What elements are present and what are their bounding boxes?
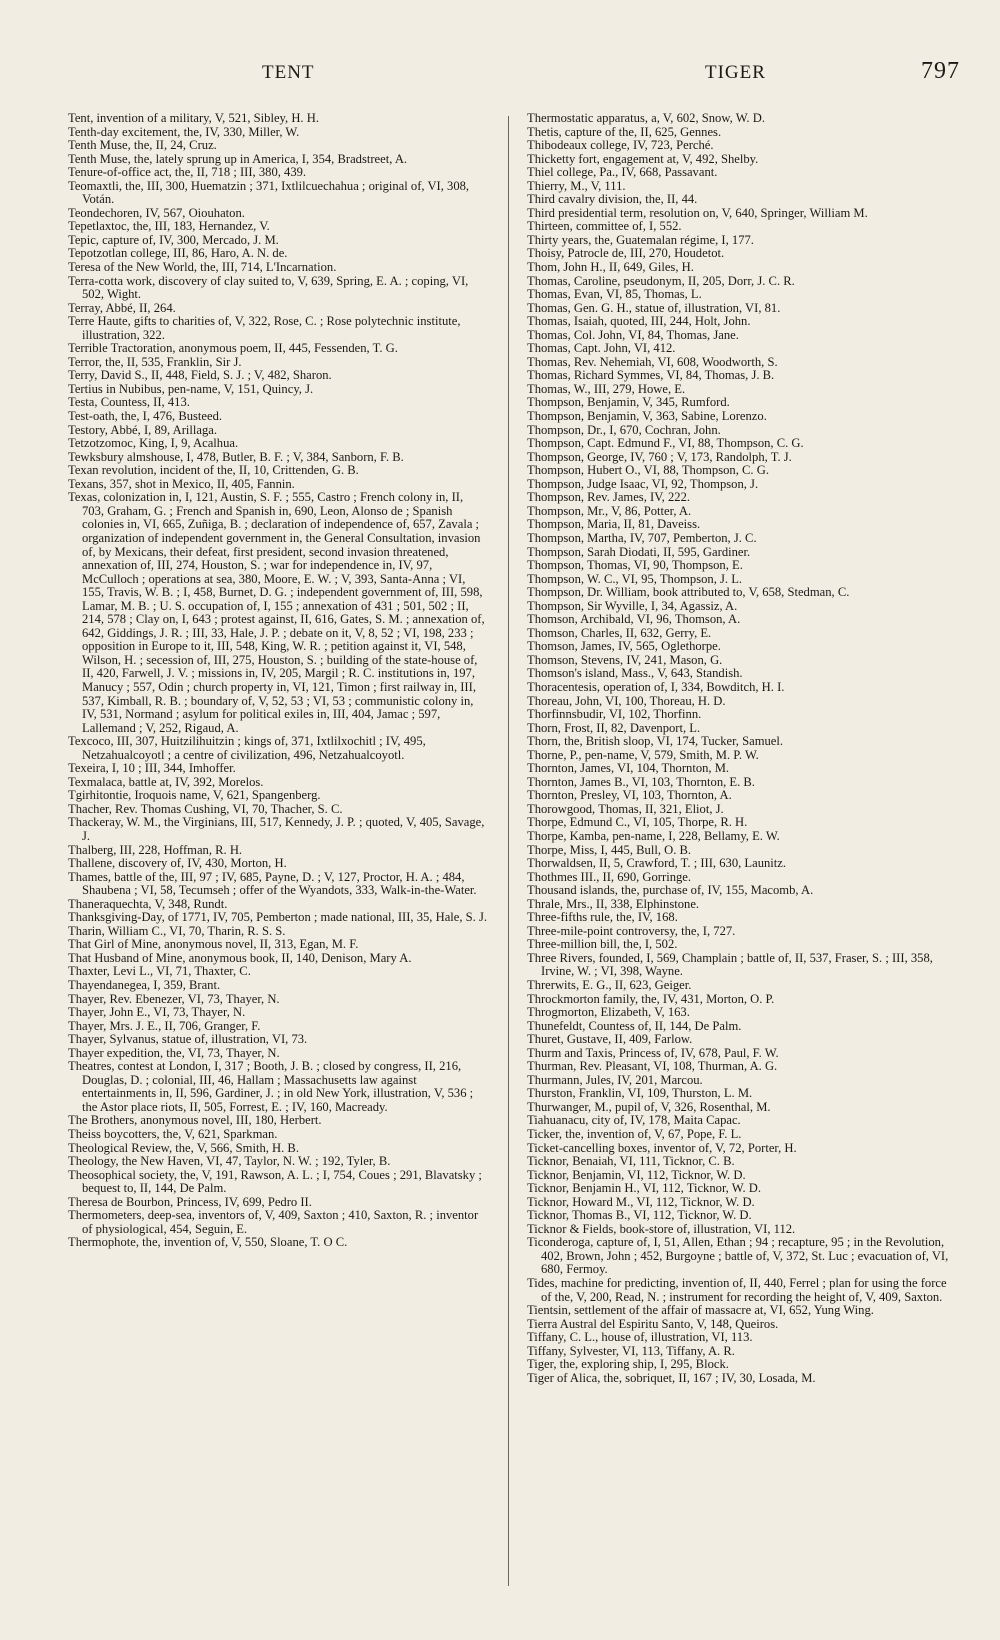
index-entry: Tent, invention of a military, V, 521, Sibley, H. H. [68, 111, 319, 125]
index-entry: Thompson, Capt. Edmund F., VI, 88, Thompson, C. G. [527, 436, 804, 451]
page-number: 797 [921, 58, 960, 84]
index-entry: That Husband of Mine, anonymous book, II, 140, Denison, Mary A. [68, 950, 412, 965]
index-entry: Thomson, Stevens, IV, 241, Mason, G. [527, 652, 723, 667]
index-entry: Texan revolution, incident of the, II, 10, Crittenden, G. B. [68, 463, 359, 478]
index-entry: Texans, 357, shot in Mexico, II, 405, Fannin. [68, 476, 295, 491]
index-entry: Throckmorton family, the, IV, 431, Morton, O. P. [527, 991, 775, 1006]
index-entry: Tharin, William C., VI, 70, Tharin, R. S. S. [68, 923, 286, 938]
index-entry: Thorpe, Miss, I, 445, Bull, O. B. [527, 842, 692, 857]
index-entry: Thurwanger, M., pupil of, V, 326, Rosenthal, M. [527, 1099, 771, 1114]
index-entry: Thompson, Dr., I, 670, Cochran, John. [527, 422, 721, 437]
index-entry: Thomas, Capt. John, VI, 412. [527, 341, 676, 356]
index-entry: Thorpe, Kamba, pen-name, I, 228, Bellamy, E. W. [527, 828, 780, 843]
index-entry: Thames, battle of the, III, 97 ; IV, 685, Payne, D. ; V, 127, Proctor, H. A. ; 484, Shaubena ; VI, 58, Tecumseh ; offer of the Wyandots, 333, Walk-in-the-Water. [68, 869, 477, 898]
index-entry: Thurmann, Jules, IV, 201, Marcou. [527, 1072, 703, 1087]
index-entry: Three-million bill, the, I, 502. [527, 937, 678, 952]
index-entry: Thirteen, committee of, I, 552. [527, 219, 682, 234]
index-entry: Tiahuanacu, city of, IV, 178, Maita Capac. [527, 1113, 741, 1128]
index-column-left [68, 112, 488, 1250]
index-entry: Thompson, W. C., VI, 95, Thompson, J. L. [527, 571, 743, 586]
running-head-left: TENT [262, 62, 315, 83]
index-entry: Thetis, capture of the, II, 625, Gennes. [527, 124, 722, 139]
index-entry: Testory, Abbé, I, 89, Arillaga. [68, 422, 218, 437]
index-entry: Terry, David S., II, 448, Field, S. J. ; V, 482, Sharon. [68, 368, 332, 383]
index-entry: Tierra Austral del Espiritu Santo, V, 148, Queiros. [527, 1316, 779, 1331]
index-entry: Tenth Muse, the, II, 24, Cruz. [68, 138, 217, 153]
index-entry: Tiger, the, exploring ship, I, 295, Block. [527, 1357, 729, 1372]
index-entry: Thornton, James B., VI, 103, Thornton, E. B. [527, 774, 755, 789]
index-entry: Thoisy, Patrocle de, III, 270, Houdetot. [527, 246, 725, 261]
index-entry: Thayer, John E., VI, 73, Thayer, N. [68, 1005, 246, 1020]
index-entry: Teresa of the New World, the, III, 714, L'Incarnation. [68, 260, 337, 275]
index-entry: Texeira, I, 10 ; III, 344, Imhoffer. [68, 761, 236, 776]
index-entry: Tgirhitontie, Iroquois name, V, 621, Spangenberg. [68, 788, 321, 803]
index-entry: Thomas, Isaiah, quoted, III, 244, Holt, John. [527, 314, 751, 329]
index-entry: Tiffany, C. L., house of, illustration, VI, 113. [527, 1330, 753, 1345]
index-entry: Thompson, George, IV, 760 ; V, 173, Randolph, T. J. [527, 449, 792, 464]
index-entry: Thompson, Sir Wyville, I, 34, Agassiz, A. [527, 598, 738, 613]
index-entry: Texas, colonization in, I, 121, Austin, S. F. ; 555, Castro ; French colony in, II, 703, Graham, G. ; French and Spanish in, 690, Leon, Alonso de ; Spanish colonies in, VI, 665, Zuñiga, B. ; declaration of independence of, 657, Zavala ; organization of independent government in, the General Consultation, invasion of, by Mexicans, their defeat, first president, second invasion threatened, annexation of, III, 274, Houston, S. ; war for independence in, IV, 97, McCulloch ; operations at sea, 380, Moore, E. W. ; V, 393, Santa-Anna ; VI, 155, Travis, W. B. ; I, 458, Burnet, D. G. ; independent government of, III, 598, Lamar, M. B. ; U. S. occupation of, I, 155 ; annexation of 431 ; 501, 502 ; II, 214, 578 ; Clay on, I, 643 ; protest against, II, 616, Gates, S. M. ; annexation of, 642, Giddings, J. R. ; III, 33, Hale, J. P. ; debate on it, V, 8, 52 ; VI, 198, 233 ; opposition in Europe to it, III, 548, King, W. R. ; petition against it, VI, 548, Wilson, H. ; secession of, III, 275, Houston, S. ; building of the state-house of, II, 420, Farwell, J. V. ; missions in, IV, 205, Margil ; R. C. institutions in, 197, Manucy ; 557, Odin ; church property in, VI, 121, Timon ; first railway in, III, 537, Kimball, R. B. ; boundary of, V, 52, 53 ; VI, 53 ; communistic colony in, IV, 531, Normand ; asylum for political exiles in, III, 404, Jamac ; 597, Lallemand ; V, 252, Rigaud, A. [68, 490, 485, 735]
index-entry: Thorne, P., pen-name, V, 579, Smith, M. P. W. [527, 747, 759, 762]
index-entry: Tiffany, Sylvester, VI, 113, Tiffany, A. R. [527, 1343, 735, 1358]
index-entry: Thompson, Benjamin, V, 345, Rumford. [527, 395, 730, 410]
index-entry: Ticknor, Benaiah, VI, 111, Ticknor, C. B. [527, 1154, 735, 1169]
index-entry: Thomson, Charles, II, 632, Gerry, E. [527, 625, 712, 640]
index-entry: Tepotzotlan college, III, 86, Haro, A. N. de. [68, 246, 288, 261]
index-entry: Thoracentesis, operation of, I, 334, Bowditch, H. I. [527, 679, 785, 694]
index-entry: Thurm and Taxis, Princess of, IV, 678, Paul, F. W. [527, 1045, 779, 1060]
index-entry: Thibodeaux college, IV, 723, Perché. [527, 138, 714, 153]
index-entry: Thomas, Evan, VI, 85, Thomas, L. [527, 287, 702, 302]
index-entry: Test-oath, the, I, 476, Busteed. [68, 409, 223, 424]
index-entry: Thorfinnsbudir, VI, 102, Thorfinn. [527, 707, 702, 722]
index-entry: Thierry, M., V, 111. [527, 178, 626, 193]
index-entry: Thorn, the, British sloop, VI, 174, Tucker, Samuel. [527, 734, 784, 749]
index-entry: Theatres, contest at London, I, 317 ; Booth, J. B. ; closed by congress, II, 216, Douglas, D. ; colonial, III, 46, Hallam ; Massachusetts law against entertainments in, II, 596, Gardiner, J. ; in old New York, illustration, V, 536 ; the Astor place riots, II, 505, Forrest, E. ; IV, 160, Macready. [68, 1059, 474, 1114]
index-entry: Thayer, Mrs. J. E., II, 706, Granger, F. [68, 1018, 261, 1033]
index-entry: Threrwits, E. G., II, 623, Geiger. [527, 978, 692, 992]
index-entry: Thompson, Martha, IV, 707, Pemberton, J. C. [527, 530, 757, 545]
index-entry: Thrale, Mrs., II, 338, Elphinstone. [527, 896, 700, 911]
index-entry: Theresa de Bourbon, Princess, IV, 699, Pedro II. [68, 1194, 312, 1209]
index-entry: That Girl of Mine, anonymous novel, II, 313, Egan, M. F. [68, 937, 359, 952]
index-entry: Ticonderoga, capture of, I, 51, Allen, Ethan ; 94 ; recapture, 95 ; in the Revolution, 402, Brown, John ; 452, Burgoyne ; battle of, V, 372, St. Luc ; evacuation of, VI, 680, Fermoy. [527, 1235, 949, 1277]
index-entry: Thornton, James, VI, 104, Thornton, M. [527, 761, 730, 776]
index-entry: Thorn, Frost, II, 82, Davenport, L. [527, 720, 701, 735]
index-entry: Thoreau, John, VI, 100, Thoreau, H. D. [527, 693, 726, 708]
index-entry: Thomas, Col. John, VI, 84, Thomas, Jane. [527, 327, 739, 342]
index-entry: Terrible Tractoration, anonymous poem, II, 445, Fessenden, T. G. [68, 341, 398, 356]
index-entry: Thayendanegea, I, 359, Brant. [68, 978, 221, 992]
index-entry: Thomas, Rev. Nehemiah, VI, 608, Woodworth, S. [527, 354, 778, 369]
index-entry: Thackeray, W. M., the Virginians, III, 517, Kennedy, J. P. ; quoted, V, 405, Savage, J. [68, 815, 485, 843]
index-entry: Tetzotzomoc, King, I, 9, Acalhua. [68, 436, 239, 451]
index-entry: Thomas, W., III, 279, Howe, E. [527, 381, 686, 396]
column-divider [508, 116, 509, 1586]
index-entry: Tenth Muse, the, lately sprung up in America, I, 354, Bradstreet, A. [68, 151, 408, 166]
index-entry: Thalberg, III, 228, Hoffman, R. H. [68, 842, 243, 857]
index-entry: Thom, John H., II, 649, Giles, H. [527, 260, 694, 275]
index-entry: Thermostatic apparatus, a, V, 602, Snow, W. D. [527, 111, 765, 125]
index-entry: Terre Haute, gifts to charities of, V, 322, Rose, C. ; Rose polytechnic institute, illustration, 322. [68, 314, 461, 342]
index-entry: The Brothers, anonymous novel, III, 180, Herbert. [68, 1113, 322, 1128]
index-entry: Third presidential term, resolution on, V, 640, Springer, William M. [527, 205, 868, 220]
index-entry: Thompson, Sarah Diodati, II, 595, Gardiner. [527, 544, 751, 559]
index-entry: Thaneraquechta, V, 348, Rundt. [68, 896, 228, 911]
index-entry: Terra-cotta work, discovery of clay suited to, V, 639, Spring, E. A. ; coping, VI, 502, Wight. [68, 273, 469, 302]
index-entry: Thayer expedition, the, VI, 73, Thayer, N. [68, 1045, 280, 1060]
index-entry: Tenure-of-office act, the, II, 718 ; III, 380, 439. [68, 165, 307, 180]
index-entry: Thompson, Hubert O., VI, 88, Thompson, C. G. [527, 463, 769, 478]
index-entry: Thompson, Rev. James, IV, 222. [527, 490, 691, 505]
index-entry: Thayer, Sylvanus, statue of, illustration, VI, 73. [68, 1032, 308, 1047]
index-entry: Thompson, Judge Isaac, VI, 92, Thompson, J. [527, 476, 759, 491]
index-entry: Three Rivers, founded, I, 569, Champlain ; battle of, II, 537, Fraser, S. ; III, 358, Irvine, W. ; VI, 398, Wayne. [527, 950, 933, 979]
index-entry: Tiger of Alica, the, sobriquet, II, 167 ; IV, 30, Losada, M. [527, 1370, 816, 1385]
index-column-right [527, 112, 959, 1385]
index-entry: Thomson, Archibald, VI, 96, Thomson, A. [527, 612, 741, 627]
index-entry: Thompson, Maria, II, 81, Daveiss. [527, 517, 701, 532]
running-head-right: TIGER [705, 62, 766, 83]
index-entry: Testa, Countess, II, 413. [68, 395, 190, 410]
index-entry: Theiss boycotters, the, V, 621, Sparkman. [68, 1127, 278, 1142]
index-entry: Texmalaca, battle at, IV, 392, Morelos. [68, 774, 264, 789]
index-entry: Theosophical society, the, V, 191, Rawson, A. L. ; I, 754, Coues ; 291, Blavatsky ; bequest to, II, 144, De Palm. [68, 1167, 482, 1196]
index-entry: Thermophote, the, invention of, V, 550, Sloane, T. O C. [68, 1235, 348, 1250]
index-entry: Thompson, Benjamin, V, 363, Sabine, Lorenzo. [527, 409, 767, 424]
index-entry: Terror, the, II, 535, Franklin, Sir J. [68, 354, 242, 369]
index-entry: Three-fifths rule, the, IV, 168. [527, 910, 678, 925]
index-entry: Three-mile-point controversy, the, I, 727. [527, 923, 736, 938]
index-entry: Ticknor & Fields, book-store of, illustration, VI, 112. [527, 1221, 796, 1236]
index-entry: Thornton, Presley, VI, 103, Thornton, A. [527, 788, 732, 803]
index-entry: Thothmes III., II, 690, Gorringe. [527, 869, 692, 884]
index-entry: Thallene, discovery of, IV, 430, Morton, H. [68, 856, 287, 871]
index-entry: Thomas, Richard Symmes, VI, 84, Thomas, J. B. [527, 368, 775, 383]
index-entry: Thomson's island, Mass., V, 643, Standish. [527, 666, 743, 681]
index-entry: Thunefeldt, Countess of, II, 144, De Palm. [527, 1018, 742, 1033]
index-entry: Theological Review, the, V, 566, Smith, H. B. [68, 1140, 299, 1155]
index-entry: Teomaxtli, the, III, 300, Huematzin ; 371, Ixtlilcuechahua ; original of, VI, 308, Votán. [68, 178, 470, 207]
index-entry: Ticker, the, invention of, V, 67, Pope, F. L. [527, 1127, 742, 1142]
index-entry: Ticknor, Benjamin, VI, 112, Ticknor, W. D. [527, 1167, 746, 1182]
index-entry: Thousand islands, the, purchase of, IV, 155, Macomb, A. [527, 883, 814, 898]
index-entry: Thermometers, deep-sea, inventors of, V, 409, Saxton ; 410, Saxton, R. ; inventor of physiological, 454, Seguin, E. [68, 1208, 479, 1236]
index-entry: Ticket-cancelling boxes, inventor of, V, 72, Porter, H. [527, 1140, 797, 1155]
index-entry: Thurston, Franklin, VI, 109, Thurston, L. M. [527, 1086, 753, 1101]
index-entry: Tepetlaxtoc, the, III, 183, Hernandez, V. [68, 219, 270, 234]
index-entry: Thaxter, Levi L., VI, 71, Thaxter, C. [68, 964, 251, 979]
index-entry: Thirty years, the, Guatemalan régime, I, 177. [527, 232, 754, 247]
index-entry: Thompson, Mr., V, 86, Potter, A. [527, 503, 692, 518]
index-entry: Thorwaldsen, II, 5, Crawford, T. ; III, 630, Launitz. [527, 856, 787, 871]
index-entry: Theology, the New Haven, VI, 47, Taylor, N. W. ; 192, Tyler, B. [68, 1154, 391, 1169]
index-entry: Thiel college, Pa., IV, 668, Passavant. [527, 165, 718, 180]
index-entry: Ticknor, Benjamin H., VI, 112, Ticknor, W. D. [527, 1181, 761, 1196]
index-entry: Throgmorton, Elizabeth, V, 163. [527, 1005, 690, 1020]
index-entry: Tides, machine for predicting, invention of, II, 440, Ferrel ; plan for using the force of the, V, 200, Read, N. ; instrument for recording the height of, V, 409, Saxton. [527, 1276, 947, 1304]
index-entry: Tientsin, settlement of the affair of massacre at, VI, 652, Yung Wing. [527, 1303, 874, 1318]
index-entry: Thayer, Rev. Ebenezer, VI, 73, Thayer, N. [68, 991, 280, 1006]
index-entry: Thicketty fort, engagement at, V, 492, Shelby. [527, 151, 759, 166]
index-entry: Tenth-day excitement, the, IV, 330, Miller, W. [68, 124, 300, 139]
index-entry: Texcoco, III, 307, Huitzilihuitzin ; kings of, 371, Ixtlilxochitl ; IV, 495, Netzahualcoyotl ; a centre of civilization, 496, Netzahualcoyotl. [68, 734, 426, 762]
index-entry: Thorpe, Edmund C., VI, 105, Thorpe, R. H. [527, 815, 748, 830]
index-entry: Thompson, Thomas, VI, 90, Thompson, E. [527, 558, 743, 573]
index-entry: Thuret, Gustave, II, 409, Farlow. [527, 1032, 693, 1047]
index-entry: Thompson, Dr. William, book attributed to, V, 658, Stedman, C. [527, 585, 850, 600]
index-entry: Thomas, Caroline, pseudonym, II, 205, Dorr, J. C. R. [527, 273, 795, 288]
index-entry: Tewksbury almshouse, I, 478, Butler, B. F. ; V, 384, Sanborn, F. B. [68, 449, 404, 464]
index-entry: Third cavalry division, the, II, 44. [527, 192, 698, 207]
index-entry: Thanksgiving-Day, of 1771, IV, 705, Pemberton ; made national, III, 35, Hale, S. J. [68, 910, 488, 925]
index-entry: Ticknor, Thomas B., VI, 112, Ticknor, W. D. [527, 1208, 752, 1223]
index-entry: Thorowgood, Thomas, II, 321, Eliot, J. [527, 801, 724, 816]
index-entry: Tertius in Nubibus, pen-name, V, 151, Quincy, J. [68, 381, 314, 396]
index-entry: Teondechoren, IV, 567, Oiouhaton. [68, 205, 245, 220]
index-entry: Thacher, Rev. Thomas Cushing, VI, 70, Thacher, S. C. [68, 801, 343, 816]
index-entry: Thomson, James, IV, 565, Oglethorpe. [527, 639, 721, 654]
index-entry: Thurman, Rev. Pleasant, VI, 108, Thurman, A. G. [527, 1059, 778, 1074]
index-entry: Ticknor, Howard M., VI, 112, Ticknor, W. D. [527, 1194, 755, 1209]
index-entry: Thomas, Gen. G. H., statue of, illustration, VI, 81. [527, 300, 781, 315]
index-entry: Terray, Abbé, II, 264. [68, 300, 176, 315]
index-entry: Tepic, capture of, IV, 300, Mercado, J. M. [68, 232, 279, 247]
